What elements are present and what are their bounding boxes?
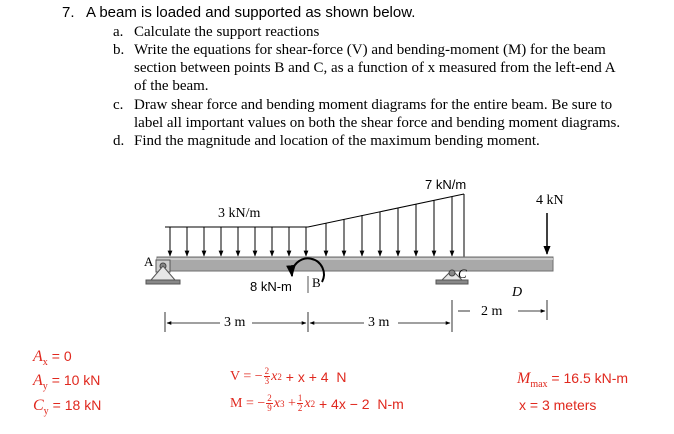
moment-equation: M = − $\frac{2}{9}$ x 3 + $\frac{1}{2}$ x 2 + 4x − 2 N-m [230, 393, 404, 413]
dim-1-label: 3 m [224, 315, 246, 330]
part-c-letter: c. [113, 97, 124, 113]
problem-intro: A beam is loaded and supported as shown below. [86, 4, 416, 21]
point-load-label: 4 kN [536, 193, 564, 208]
part-b-line-1: Write the equations for shear-force (V) and bending-moment (M) for the beam [134, 42, 606, 58]
part-c-line-2: label all important values on both the shear force and bending moment diagrams. [134, 115, 621, 131]
label-b: B [312, 275, 321, 290]
load-left-label: 3 kN/m [218, 206, 261, 221]
distributed-load [165, 194, 464, 258]
label-c: C [458, 266, 467, 281]
answer-cy: $C_y = 18$ kN [33, 397, 102, 418]
answer-x-location: x = 3 meters [519, 397, 597, 413]
part-a-text: Calculate the support reactions [134, 24, 320, 40]
problem-number: 7. [62, 4, 75, 21]
part-d-letter: d. [113, 133, 125, 149]
dim-2-label: 3 m [368, 315, 390, 330]
label-d: D [512, 285, 523, 300]
part-b-line-2: section between points B and C, as a function of x measured from the left-end A [134, 60, 616, 76]
part-d-text: Find the magnitude and location of the maximum bending moment. [134, 133, 540, 149]
answer-ay: $A_y = 10$ kN [33, 372, 101, 393]
answer-mmax: $M_{max} = 16.5$ kN-m [517, 370, 629, 391]
shear-equation: V = − $\frac{2}{3}$ x 2 + x + 4 N [230, 366, 347, 386]
load-right-label: 7 kN/m [425, 177, 467, 192]
answer-ax: $A_x = 0$ [33, 348, 72, 369]
moment-label: 8 kN-m [250, 279, 292, 294]
dim-3-label: 2 m [481, 304, 503, 319]
part-b-letter: b. [113, 42, 125, 58]
part-c-line-1: Draw shear force and bending moment diagrams for the entire beam. Be sure to [134, 97, 613, 113]
part-b-line-3: of the beam. [134, 78, 209, 94]
label-a: A [144, 254, 154, 269]
part-a-letter: a. [113, 24, 124, 40]
